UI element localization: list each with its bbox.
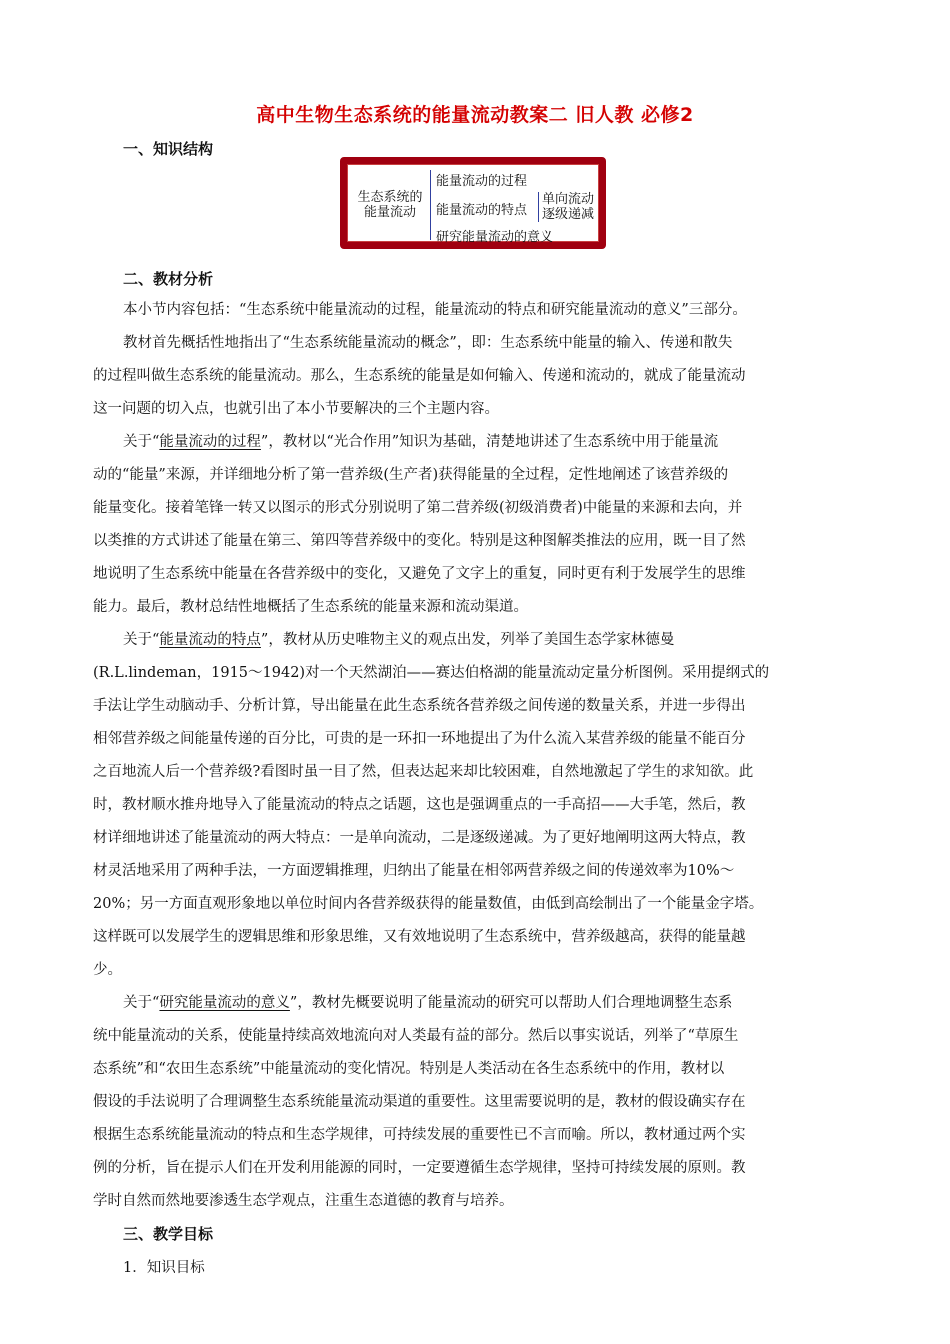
diagram-sub-decreasing: 逐级递减 (542, 207, 595, 222)
text-line: 材灵活地采用了两种手法，一方面逻辑推理，归纳出了能量在相邻两营养级之间的传递效率为10%～ (93, 863, 735, 879)
section-heading-textbook-analysis: 二、教材分析 (123, 270, 214, 288)
text-line (123, 991, 861, 1012)
text-line: 以类推的方式讲述了能量在第三、第四等营养级中的变化。特别是这种图解类推法的应用，既一目了然 (93, 533, 746, 549)
section-heading-teaching-goals: 三、教学目标 (123, 1225, 214, 1243)
text-line: 这一问题的切入点，也就引出了本小节要解决的三个主题内容。 (93, 401, 499, 417)
text-line: 的过程叫做生态系统的能量流动。那么，生态系统的能量是如何输入、传递和流动的，就成了能量流动 (93, 368, 746, 384)
text-line: 相邻营养级之间能量传递的百分比，可贵的是一环扣一环地提出了为什么流入某营养级的能量不能百分 (93, 731, 746, 747)
text-line: 本小节内容包括：“生态系统中能量流动的过程，能量流动的特点和研究能量流动的意义”三部分。 (123, 302, 747, 318)
text-line: 例的分析，旨在提示人们在开发利用能源的同时，一定要遵循生态学规律，坚持可持续发展的原则。教 (93, 1160, 746, 1176)
text-fragment: 关于“ (123, 632, 160, 648)
diagram-root-line2: 能量流动 (363, 205, 416, 220)
text-line (123, 628, 861, 649)
text-fragment: ”，教材以“光合作用”知识为基础，清楚地讲述了生态系统中用于能量流 (260, 434, 719, 450)
text-line: 20%；另一方面直观形象地以单位时间内各营养级获得的能量数值，由低到高绘制出了一个能量金字塔。 (93, 896, 764, 912)
text-line: 能力。最后，教材总结性地概括了生态系统的能量来源和流动渠道。 (93, 599, 528, 615)
text-line: 学时自然而然地要渗透生态学观点，注重生态道德的教育与培养。 (93, 1193, 514, 1209)
diagram-sub-features (542, 192, 594, 222)
text-line (123, 430, 861, 451)
text-fragment: ”，教材先概要说明了能量流动的研究可以帮助人们合理地调整生态系 (289, 995, 733, 1011)
text-fragment: 关于“ (123, 434, 160, 450)
text-line: 时，教材顺水推舟地导入了能量流动的特点之话题，这也是强调重点的一手高招——大手笔，然后，教 (93, 797, 746, 813)
diagram-item-process: 能量流动的过程 (436, 174, 528, 189)
text-line: 动的“能量”来源，并详细地分析了第一营养级(生产者)获得能量的全过程，定性地阐述了该营养级的 (93, 467, 729, 483)
diagram-root-line1: 生态系统的 (357, 190, 423, 205)
knowledge-structure-diagram (340, 157, 606, 249)
underlined-term: 研究能量流动的意义 (159, 995, 290, 1011)
subsection-heading-knowledge-goals: 1．知识目标 (123, 1260, 205, 1276)
text-line: 材详细地讲述了能量流动的两大特点：一是单向流动，二是逐级递减。为了更好地阐明这两大特点，教 (93, 830, 746, 846)
text-line: 假设的手法说明了合理调整生态系统能量流动渠道的重要性。这里需要说明的是，教材的假设确实存在 (93, 1094, 746, 1110)
text-line: 手法让学生动脑动手、分析计算，导出能量在此生态系统各营养级之间传递的数量关系，并进一步得出 (93, 698, 746, 714)
diagram-root (354, 190, 426, 220)
diagram-sub-one-way: 单向流动 (542, 192, 595, 207)
text-line: 根据生态系统能量流动的特点和生态学规律，可持续发展的重要性已不言而喻。所以，教材通过两个实 (93, 1127, 746, 1143)
diagram-item-significance: 研究能量流动的意义 (436, 230, 554, 245)
underlined-term: 能量流动的特点 (159, 632, 261, 648)
text-line: 地说明了生态系统中能量在各营养级中的变化，又避免了文字上的重复，同时更有利于发展学生的思维 (93, 566, 746, 582)
text-line: 教材首先概括性地指出了“生态系统能量流动的概念”，即：生态系统中能量的输入、传递和散失 (123, 335, 733, 351)
underlined-term: 能量流动的过程 (159, 434, 261, 450)
diagram-item-features: 能量流动的特点 (436, 203, 528, 218)
section-heading-knowledge-structure: 一、知识结构 (123, 140, 214, 158)
text-line: 少。 (93, 962, 122, 978)
text-line: 态系统”和“农田生态系统”中能量流动的变化情况。特别是人类活动在各生态系统中的作用，教材以 (93, 1061, 725, 1077)
text-line: (R.L.lindeman，1915～1942)对一个天然湖泊——赛达伯格湖的能量流动定量分析图例。采用提纲式的 (93, 665, 770, 681)
document-title: 高中生物生态系统的能量流动教案二 旧人教 必修2 (256, 104, 694, 126)
text-line: 能量变化。接着笔锋一转又以图示的形式分别说明了第二营养级(初级消费者)中能量的来源和去向，并 (93, 500, 743, 516)
diagram-bracket (430, 170, 435, 240)
text-fragment: ”，教材从历史唯物主义的观点出发，列举了美国生态学家林德曼 (260, 632, 675, 648)
text-line: 这样既可以发展学生的逻辑思维和形象思维，又有效地说明了生态系统中，营养级越高，获得的能量越 (93, 929, 746, 945)
text-fragment: 关于“ (123, 995, 160, 1011)
text-line: 统中能量流动的关系，使能量持续高效地流向对人类最有益的部分。然后以事实说话，列举了“草原生 (93, 1028, 739, 1044)
text-line: 之百地流人后一个营养级?看图时虽一目了然，但表达起来却比较困难，自然地激起了学生的求知欲。此 (93, 764, 754, 780)
